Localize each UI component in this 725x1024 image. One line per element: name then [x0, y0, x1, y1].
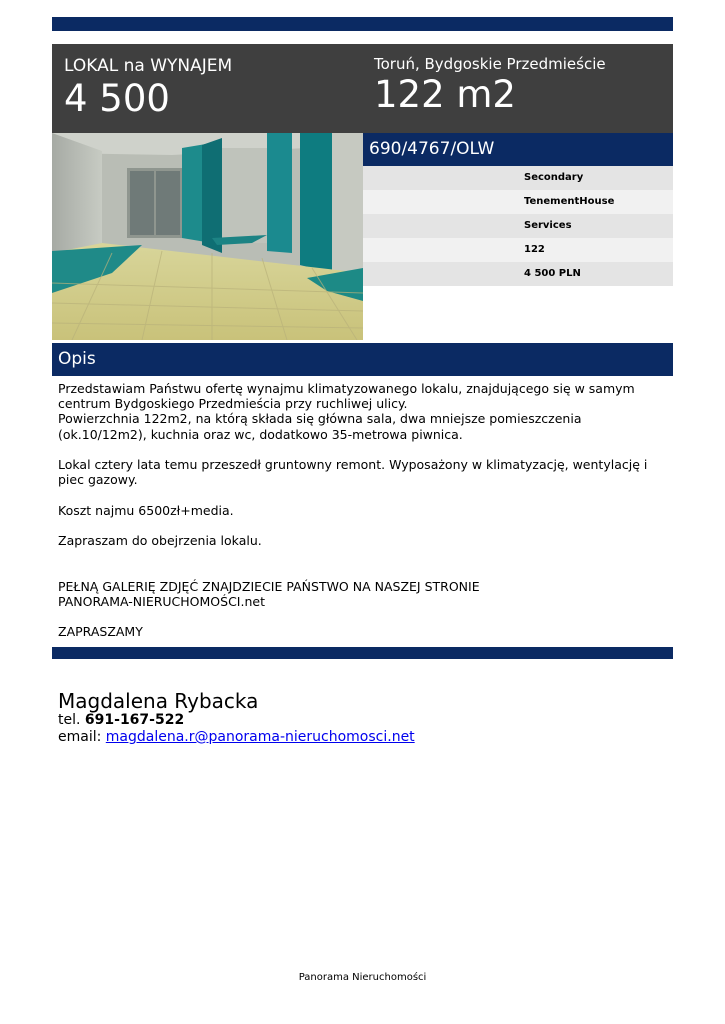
offer-type: LOKAL na WYNAJEM: [64, 56, 233, 76]
bottom-accent-bar: [52, 647, 673, 659]
footer-text: Panorama Nieruchomości: [298, 972, 427, 983]
location: Toruń, Bydgoskie Przedmieście: [374, 55, 606, 73]
desc-line: Powierzchnia 122m2, na którą składa się główna sala, dwa mniejsze pomieszczenia (ok.10/12m2), kuchnia oraz wc, dodatkowo 35-metrowa piwnica.: [58, 411, 582, 442]
desc-line: Lokal cztery lata temu przeszedł gruntowny remont. Wyposażony w klimatyzację, wentylację i piec gazowy.: [58, 457, 648, 488]
listing-header: [52, 44, 673, 133]
detail-building-type: TenementHouse: [363, 190, 673, 214]
email-link[interactable]: magdalena.r@panorama-nieruchomosci.net: [105, 729, 415, 745]
top-accent-bar: [52, 17, 673, 31]
email-label: email:: [58, 729, 102, 745]
area: 122 m2: [374, 73, 516, 116]
agent-phone: [58, 712, 184, 728]
agent-name: Magdalena Rybacka: [58, 689, 259, 713]
details-table: [363, 166, 673, 286]
phone-number: 691-167-522: [84, 712, 185, 728]
description-heading: Opis: [52, 343, 673, 376]
reference-number: 690/4767/OLW: [363, 133, 673, 166]
desc-line: Zapraszam do obejrzenia lokalu.: [58, 532, 262, 548]
detail-purpose: Services: [363, 214, 673, 238]
desc-line: Przedstawiam Państwu ofertę wynajmu klimatyzowanego lokalu, znajdującego się w samym centrum Bydgoskiego Przedmieścia przy ruchliwej ulicy.: [58, 381, 635, 412]
detail-area: 122: [363, 238, 673, 262]
description-text: [58, 381, 670, 639]
phone-label: tel.: [58, 712, 81, 728]
price: 4 500: [64, 77, 170, 120]
detail-price: 4 500 PLN: [363, 262, 673, 286]
desc-line: PEŁNĄ GALERIĘ ZDJĘĆ ZNAJDZIECIE PAŃSTWO NA NASZEJ STRONIE PANORAMA-NIERUCHOMOŚCI.net: [58, 578, 480, 609]
agent-email: [58, 729, 415, 745]
property-photo: [52, 133, 363, 340]
desc-line: ZAPRASZAMY: [58, 624, 143, 640]
detail-market: Secondary: [363, 166, 673, 190]
desc-line: Koszt najmu 6500zł+media.: [58, 502, 234, 518]
